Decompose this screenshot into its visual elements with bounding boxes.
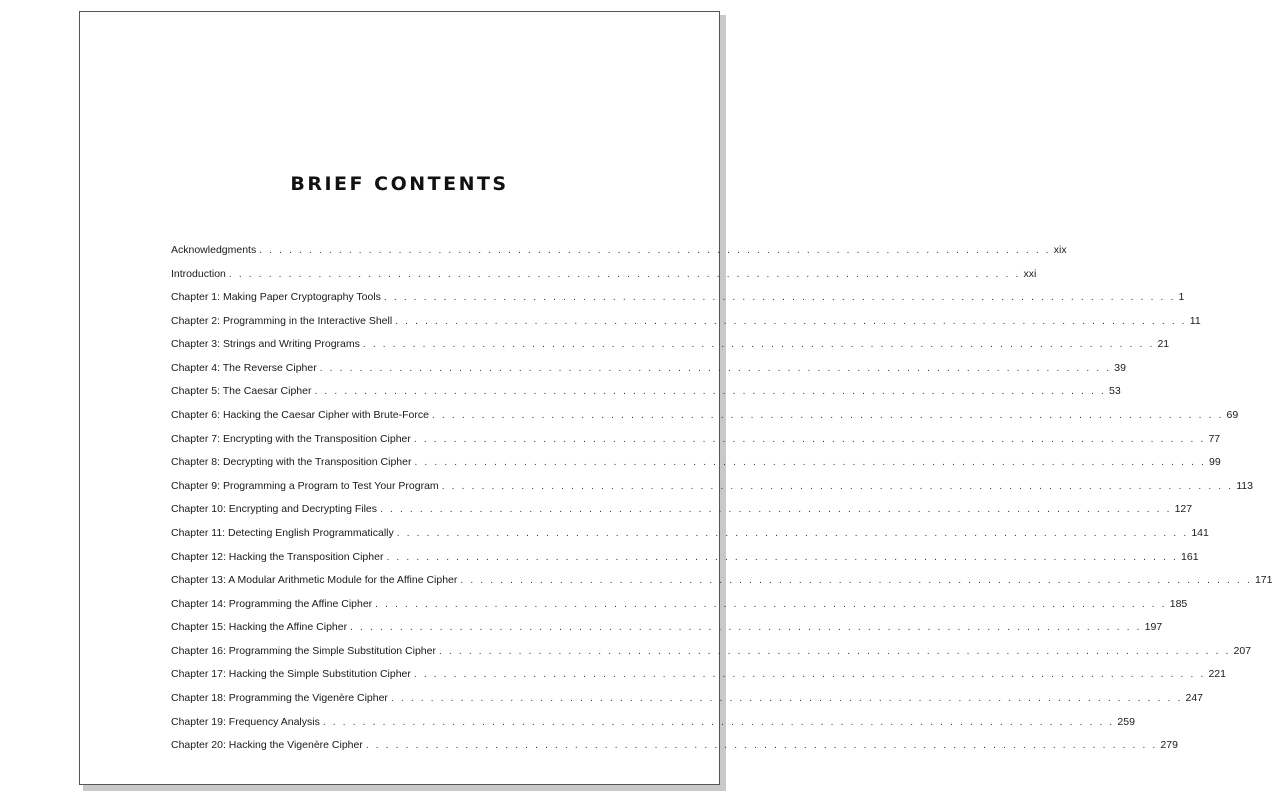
toc-entry-page-number: 39 <box>1114 361 1126 374</box>
toc-entry-label: Chapter 7: Encrypting with the Transposition Cipher <box>171 432 411 445</box>
toc-entry-label: Chapter 16: Programming the Simple Substitution Cipher <box>171 644 436 657</box>
toc-entry <box>171 739 1178 763</box>
toc-entry-label: Chapter 11: Detecting English Programmatically <box>171 526 394 539</box>
toc-entry-page-number: 77 <box>1208 432 1221 445</box>
toc-entry-page-number: xxi <box>1023 267 1037 280</box>
toc-entry <box>171 244 1067 268</box>
dot-leader: . . . . . . . . . . . . . . . . . . . . . . . . . . . . . . . . . . . . . . . . . . . . . . . . . . . . . . . . . . . . . . . . . . . . . . . . . . . . . . . . <box>380 504 1172 516</box>
toc-entry <box>171 550 1199 575</box>
toc-entry-page-number: 247 <box>1185 691 1204 704</box>
toc-entry-page-number: 197 <box>1144 621 1163 634</box>
toc-entry-page-number: 21 <box>1157 338 1170 351</box>
toc-entry-page-number: 171 <box>1254 574 1272 587</box>
toc-entry-page-number: 279 <box>1160 739 1178 752</box>
toc-entry-label: Acknowledgments <box>171 244 257 256</box>
toc-entry <box>171 338 1170 362</box>
dot-leader: . . . . . . . . . . . . . . . . . . . . . . . . . . . . . . . . . . . . . . . . . . . . . . . . . . . . . . . . . . . . . . . . . . . . . . . . . . . . . . . . <box>350 622 1142 634</box>
toc-entry <box>171 361 1126 386</box>
toc-entry-page-number: 1 <box>1178 291 1185 304</box>
toc-entry-page-number: 221 <box>1208 668 1226 681</box>
toc-entry-label: Chapter 6: Hacking the Caesar Cipher with Brute-Force <box>171 409 429 422</box>
document-page <box>79 11 1272 785</box>
toc-entry-page-number: 259 <box>1117 715 1135 728</box>
dot-leader: . . . . . . . . . . . . . . . . . . . . . . . . . . . . . . . . . . . . . . . . . . . . . . . . . . . . . . . . . . . . . . . . . . . . . . . . . . . . . . . . <box>383 292 1176 304</box>
dot-leader: . . . . . . . . . . . . . . . . . . . . . . . . . . . . . . . . . . . . . . . . . . . . . . . . . . . . . . . . . . . . . . . . . . . . . . . . . . . . . . . . <box>413 669 1206 681</box>
dot-leader: . . . . . . . . . . . . . . . . . . . . . . . . . . . . . . . . . . . . . . . . . . . . . . . . . . . . . . . . . . . . . . . . . . . . . . . . . . . . . . . . <box>438 645 1231 657</box>
dot-leader: . . . . . . . . . . . . . . . . . . . . . . . . . . . . . . . . . . . . . . . . . . . . . . . . . . . . . . . . . . . . . . . . . . . . . . . . . . . . . . . . <box>460 575 1252 587</box>
toc-entry <box>171 621 1163 645</box>
toc-entry-label: Chapter 10: Encrypting and Decrypting Files <box>171 503 378 516</box>
toc-entry-label: Chapter 4: The Reverse Cipher <box>171 361 317 374</box>
toc-entry <box>171 668 1226 692</box>
toc-entry-label: Chapter 12: Hacking the Transposition Cipher <box>171 550 384 563</box>
dot-leader: . . . . . . . . . . . . . . . . . . . . . . . . . . . . . . . . . . . . . . . . . . . . . . . . . . . . . . . . . . . . . . . . . . . . . . . . . . . . . . . . <box>386 551 1179 563</box>
dot-leader: . . . . . . . . . . . . . . . . . . . . . . . . . . . . . . . . . . . . . . . . . . . . . . . . . . . . . . . . . . . . . . . . . . . . . . . . . . . . . . . . <box>259 245 1051 256</box>
toc-entry-page-number: 185 <box>1169 597 1188 610</box>
dot-leader: . . . . . . . . . . . . . . . . . . . . . . . . . . . . . . . . . . . . . . . . . . . . . . . . . . . . . . . . . . . . . . . . . . . . . . . . . . . . . . . . <box>395 315 1187 327</box>
toc-entry-label: Chapter 8: Decrypting with the Transposition Cipher <box>171 456 412 469</box>
dot-leader: . . . . . . . . . . . . . . . . . . . . . . . . . . . . . . . . . . . . . . . . . . . . . . . . . . . . . . . . . . . . . . . . . . . . . . . . . . . . . . . . <box>314 386 1107 398</box>
toc-entry-label: Chapter 18: Programming the Vigenère Cipher <box>171 691 388 704</box>
toc-entry <box>171 385 1121 409</box>
toc-entry <box>171 267 1037 292</box>
toc-entry-label: Chapter 2: Programming in the Interactive Shell <box>171 314 393 327</box>
toc-entry <box>171 691 1204 716</box>
toc-entry <box>171 291 1185 315</box>
toc-entry-page-number: 69 <box>1226 409 1239 422</box>
toc-entry <box>171 314 1201 339</box>
toc-entry-page-number: 11 <box>1189 314 1201 327</box>
toc-entry-page-number: 207 <box>1233 644 1252 657</box>
dot-leader: . . . . . . . . . . . . . . . . . . . . . . . . . . . . . . . . . . . . . . . . . . . . . . . . . . . . . . . . . . . . . . . . . . . . . . . . . . . . . . . . <box>319 362 1112 374</box>
toc-entry-page-number: 141 <box>1191 526 1209 539</box>
toc-entry-page-number: 99 <box>1209 456 1221 469</box>
dot-leader: . . . . . . . . . . . . . . . . . . . . . . . . . . . . . . . . . . . . . . . . . . . . . . . . . . . . . . . . . . . . . . . . . . . . . . . . . . . . . . . . <box>431 410 1224 422</box>
toc-entry-page-number: xix <box>1053 244 1067 256</box>
toc-entry <box>171 526 1209 551</box>
toc-entry <box>171 715 1135 740</box>
dot-leader: . . . . . . . . . . . . . . . . . . . . . . . . . . . . . . . . . . . . . . . . . . . . . . . . . . . . . . . . . . . . . . . . . . . . . . . . . . . . . . . . <box>414 457 1207 469</box>
dot-leader: . . . . . . . . . . . . . . . . . . . . . . . . . . . . . . . . . . . . . . . . . . . . . . . . . . . . . . . . . . . . . . . . . . . . . . . . . . . . . . . . <box>362 339 1155 351</box>
toc-entry-label: Chapter 5: The Caesar Cipher <box>171 385 312 398</box>
page-title: BRIEF CONTENTS <box>290 173 509 195</box>
toc-entry <box>171 432 1221 457</box>
dot-leader: . . . . . . . . . . . . . . . . . . . . . . . . . . . . . . . . . . . . . . . . . . . . . . . . . . . . . . . . . . . . . . . . . . . . . . . . . . . . . . . . <box>375 598 1167 610</box>
toc-entry <box>171 644 1252 669</box>
toc-entry-label: Chapter 20: Hacking the Vigenère Cipher <box>171 739 363 752</box>
dot-leader: . . . . . . . . . . . . . . . . . . . . . . . . . . . . . . . . . . . . . . . . . . . . . . . . . . . . . . . . . . . . . . . . . . . . . . . . . . . . . . . . <box>390 692 1183 704</box>
toc-entry-label: Chapter 17: Hacking the Simple Substitution Cipher <box>171 668 411 681</box>
toc-entry-label: Chapter 1: Making Paper Cryptography Tools <box>171 291 381 304</box>
toc-entry-page-number: 161 <box>1181 550 1199 563</box>
toc-entry-label: Chapter 9: Programming a Program to Test Your Program <box>171 479 439 492</box>
toc-entry <box>171 574 1272 598</box>
toc-entry-label: Chapter 19: Frequency Analysis <box>171 715 320 728</box>
toc-entry <box>171 456 1221 480</box>
toc-entry-label: Introduction <box>171 267 226 280</box>
dot-leader: . . . . . . . . . . . . . . . . . . . . . . . . . . . . . . . . . . . . . . . . . . . . . . . . . . . . . . . . . . . . . . . . . . . . . . . . . . . . . . . . <box>413 433 1206 445</box>
toc-entry-page-number: 113 <box>1236 479 1253 492</box>
dot-leader: . . . . . . . . . . . . . . . . . . . . . . . . . . . . . . . . . . . . . . . . . . . . . . . . . . . . . . . . . . . . . . . . . . . . . . . . . . . . . . . . <box>396 527 1189 539</box>
dot-leader: . . . . . . . . . . . . . . . . . . . . . . . . . . . . . . . . . . . . . . . . . . . . . . . . . . . . . . . . . . . . . . . . . . . . . . . . . . . . . . . . <box>441 480 1234 492</box>
toc-entry-page-number: 127 <box>1174 503 1193 516</box>
dot-leader: . . . . . . . . . . . . . . . . . . . . . . . . . . . . . . . . . . . . . . . . . . . . . . . . . . . . . . . . . . . . . . . . . . . . . . . . . . . . . . . . <box>322 716 1115 728</box>
toc-entry-page-number: 53 <box>1109 385 1121 398</box>
toc-entry <box>171 597 1188 622</box>
toc-entry-label: Chapter 3: Strings and Writing Programs <box>171 338 360 351</box>
toc-entry <box>171 409 1239 433</box>
toc-entry-label: Chapter 14: Programming the Affine Cipher <box>171 597 373 610</box>
dot-leader: . . . . . . . . . . . . . . . . . . . . . . . . . . . . . . . . . . . . . . . . . . . . . . . . . . . . . . . . . . . . . . . . . . . . . . . . . . . . . . . . <box>365 740 1158 752</box>
dot-leader: . . . . . . . . . . . . . . . . . . . . . . . . . . . . . . . . . . . . . . . . . . . . . . . . . . . . . . . . . . . . . . . . . . . . . . . . . . . . . . . . <box>228 268 1021 280</box>
toc-entry <box>171 503 1193 527</box>
toc-entry <box>171 479 1253 504</box>
table-of-contents <box>171 244 1272 763</box>
toc-entry-label: Chapter 15: Hacking the Affine Cipher <box>171 621 348 634</box>
toc-entry-label: Chapter 13: A Modular Arithmetic Module for the Affine Cipher <box>171 574 458 587</box>
